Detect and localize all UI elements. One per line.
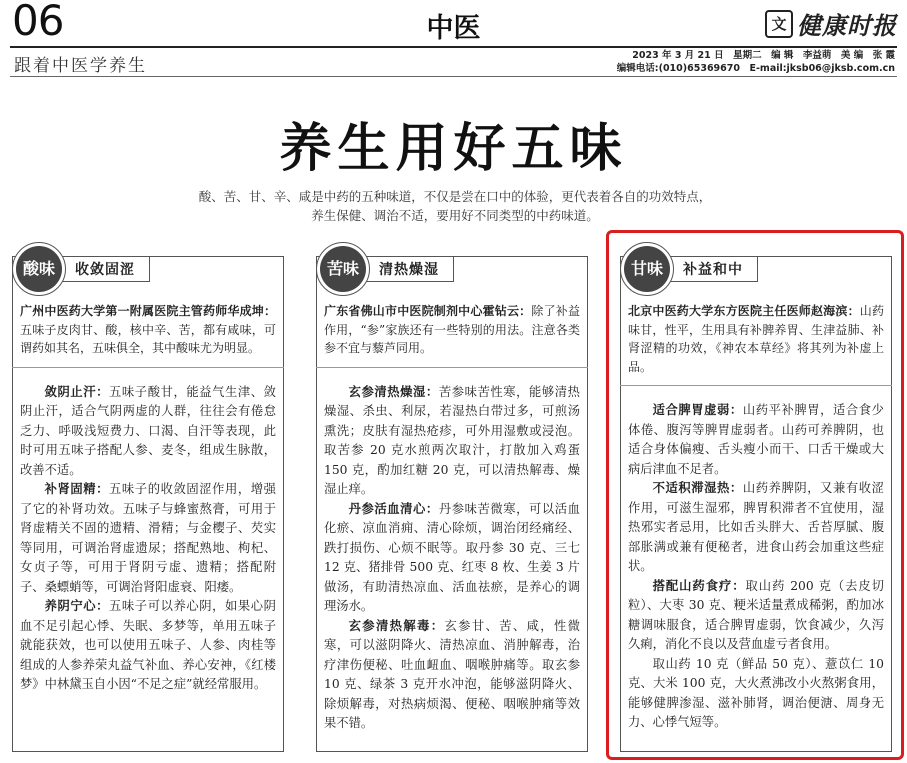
- divider: [12, 367, 284, 368]
- expert-text: 山药味甘，性平，生用具有补脾养胃、生津益肺、补肾涩精的功效，《神农本草经》将其列为补虚上品。: [628, 304, 884, 374]
- paragraph-text: 五味子酸甘，能益气生津、敛阴止汗，适合气阴两虚的人群，往往会有倦怠乏力、呼吸浅短费力、口渴、自汗等表现，此时可用五味子搭配人参、麦冬，组成生脉散，改善不适。: [20, 384, 276, 477]
- paragraph: [324, 383, 580, 500]
- flavor-badge: 苦味: [320, 246, 366, 292]
- expert-text: 五味子皮肉甘、酸，核中辛、苦，都有咸味，可谓药如其名，五味俱全，其中酸味尤为明显。: [20, 322, 276, 355]
- paragraph-text: 取山药 200 克（去皮切粒）、大枣 30 克、粳米适量煮成稀粥，酌加冰糖调味服食，适合脾胃虚弱，饮食减少，久泻久痢，消化不良以及营血虚亏者食用。: [628, 578, 884, 651]
- paragraph-lead: 丹参活血清心：: [348, 501, 439, 516]
- column-heading: 收敛固涩: [52, 256, 150, 282]
- paragraph-lead: 补肾固精：: [44, 482, 110, 496]
- paragraph-lead: 适合脾胃虚弱：: [652, 403, 743, 417]
- article-intro: [130, 187, 780, 225]
- paragraph-lead: 养阴宁心：: [44, 599, 110, 613]
- logo-mark-icon: 文: [765, 10, 793, 38]
- paragraph-lead: 敛阴止汗：: [44, 384, 110, 399]
- expert-text: 除了补益作用，“参”家族还有一些特别的用法。注意各类参不宜与藜芦同用。: [324, 304, 580, 355]
- newspaper-name: 健康时报: [797, 11, 897, 40]
- column-name: 跟着中医学养生: [14, 56, 147, 76]
- issue-meta: [617, 49, 895, 75]
- column-sour: [6, 238, 290, 760]
- paragraph-text: 五味子可以养心阴，如果心阴血不足引起心悸、失眠、多梦等，单用五味子就能获效，也可以使用五味子、人参、肉桂等组成的人参养荣丸益气补血、养心安神，《红楼梦》中林黛玉自小因“不足之症”就经常服用。: [20, 599, 276, 691]
- column-header: [16, 246, 150, 292]
- intro-line: 养生保健、调治不适，要用好不同类型的中药味道。: [311, 208, 599, 223]
- flavor-badge: 酸味: [16, 246, 62, 292]
- expert-name: 广州中医药大学第一附属医院主管药师华成坤：: [20, 304, 276, 318]
- column-header: [320, 246, 454, 292]
- paragraph-lead: 搭配山药食疗：: [652, 578, 746, 593]
- editor-contact: 编辑电话:(010)65369670 E-mail:jksb06@jksb.com.cn: [616, 63, 895, 74]
- paragraph-text: 山药平补脾胃，适合食少体倦、腹泻等脾胃虚弱者。山药可养脾阴，也适合身体偏瘦、舌头瘦小而干、口舌干燥或大病后津血不足者。: [628, 403, 884, 476]
- column-body: [324, 302, 580, 734]
- expert-name: 广东省佛山市中医院制剂中心霍钻云：: [324, 304, 532, 318]
- section-title: 中医: [426, 13, 481, 44]
- newspaper-logo: [765, 6, 897, 41]
- paragraph: [20, 597, 276, 695]
- expert-name: 北京中医药大学东方医院主任医师赵海滨：: [628, 304, 860, 318]
- paragraph-text: 五味子的收敛固涩作用，增强了它的补肾功效。五味子与蜂蜜熬膏，可用于肾虚精关不固的遗精、滑精；与金樱子、芡实等同用，可调治肾虚遗尿；搭配熟地、枸杞、女贞子等，可用于肾阴亏虚、遗精；搭配附子、桑螵蛸等，可调治肾阳虚衰、阳痿。: [20, 482, 276, 594]
- paragraph-lead: 玄参清热解毒：: [348, 618, 445, 633]
- expert-intro: [324, 302, 580, 358]
- column-body: [20, 302, 276, 695]
- divider: [316, 367, 588, 368]
- paragraph: [20, 383, 276, 481]
- article-title: 养生用好五味: [279, 118, 628, 179]
- paragraph-text: 丹参味苦微寒，可以活血化瘀、凉血消痈、清心除烦，调治闭经痛经、跌打损伤、心烦不眠等。取丹参 30 克、三七 12 克、猪排骨 500 克、红枣 8 枚、生姜 3 片做汤，有助清热凉血、活血祛瘀，是养心的调理汤水。: [324, 501, 580, 613]
- highlight-frame: [606, 230, 904, 760]
- flavor-badge: 甘味: [624, 246, 670, 292]
- paragraph: [20, 480, 276, 597]
- intro-line: 酸、苦、甘、辛、咸是中药的五种味道，不仅是尝在口中的体验，更代表着各自的功效特点，: [198, 189, 712, 204]
- paragraph-lead: 不适积滞湿热：: [652, 481, 743, 495]
- expert-intro: [20, 302, 276, 358]
- subheader-rule: [10, 76, 897, 77]
- column-heading: 补益和中: [660, 256, 758, 282]
- paragraph-text: 取山药 10 克（鲜品 50 克）、薏苡仁 10 克、大米 100 克，大火煮沸改小火熬粥食用，能够健脾渗湿、滋补肺肾，调治便溏、周身无力、心悸气短等。: [628, 656, 884, 729]
- column-heading: 清热燥湿: [356, 256, 454, 282]
- paragraph-text: 山药养脾阴，又兼有收涩作用，可滋生湿邪，脾胃积滞者不宜使用，湿热邪实者忌用，比如舌头胖大、舌苔厚腻、腹部胀满或兼有便秘者，进食山药会加重这些症状。: [628, 481, 884, 573]
- paragraph-text: 苦参味苦性寒，能够清热燥湿、杀虫、利尿，若湿热白带过多，可煎汤熏洗；皮肤有湿热疮疹，可外用湿敷或浸泡。取苦参 20 克水煎两次取汁，打散加入鸡蛋 150 克，酌加红糖 20 克，可以清热解毒、燥湿止痒。: [324, 384, 580, 496]
- header-rule: [10, 46, 897, 48]
- issue-date-editors: 2023 年 3 月 21 日 星期二 编 辑 李益萌 美 编 张 霞: [632, 50, 895, 61]
- paragraph: [324, 617, 580, 734]
- paragraph-text: 玄参甘、苦、咸，性微寒，可以滋阴降火、清热凉血、消肿解毒，治疗津伤便秘、吐血衄血、咽喉肿痛等。取玄参 10 克、绿茶 3 克开水冲泡，能够滋阴降火、除烦解毒，对热病烦渴、便秘、咽喉肿痛等效果不错。: [324, 618, 580, 730]
- paragraph: [324, 500, 580, 617]
- paragraph-lead: 玄参清热燥湿：: [348, 384, 439, 399]
- page-number: 06: [12, 0, 64, 45]
- column-bitter: [310, 238, 594, 760]
